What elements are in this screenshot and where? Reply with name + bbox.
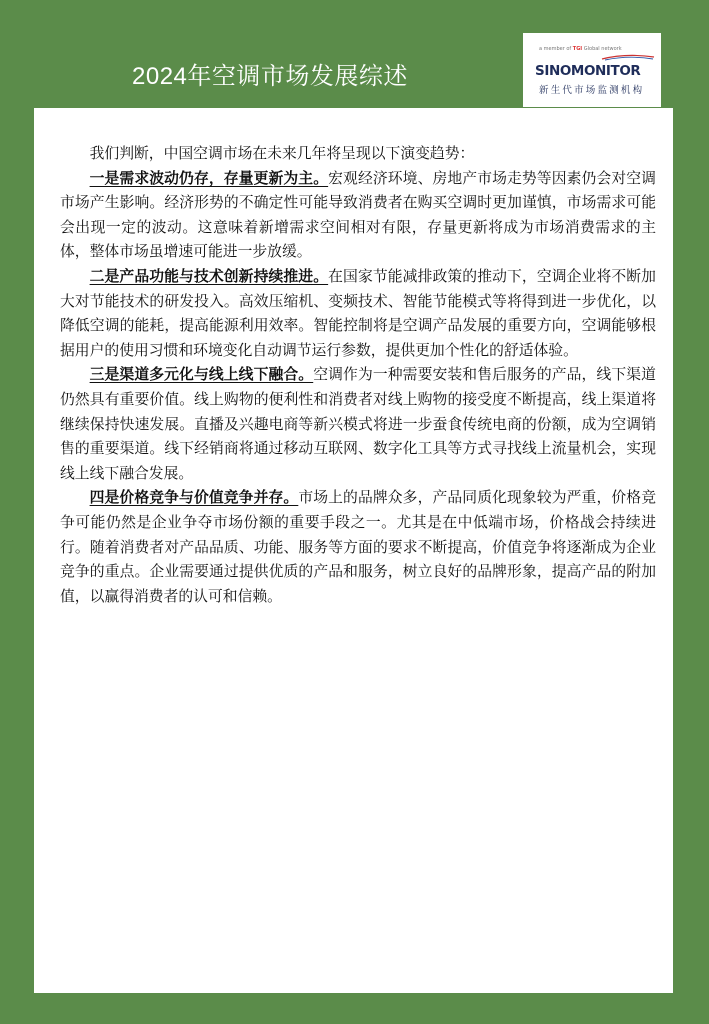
point-lead: 二是产品功能与技术创新持续推进。 [89, 267, 329, 285]
sinomonitor-logo [523, 33, 661, 107]
article-intro: 我们判断，中国空调市场在未来几年将呈现以下演变趋势： [89, 145, 475, 162]
article-body [60, 142, 656, 609]
point-body: 在国家节能减排政策的推动下，空调企业将不断加大对节能技术的研发投入。高效压缩机、变频技术、智能节能模式等将得到进一步优化，以降低空调的能耗，提高能源利用效率。智能控制将是空调产品发展的重要方向，空调能够根据用户的使用习惯和环境变化自动调节运行参数，提供更加个性化的舒适体验。 [60, 267, 656, 359]
point-lead: 四是价格竞争与价值竞争并存。 [89, 489, 299, 507]
point-body: 市场上的品牌众多，产品同质化现象较为严重，价格竞争可能仍然是企业争夺市场份额的重要手段之一。尤其是在中低端市场，价格战会持续进行。随着消费者对产品品质、功能、服务等方面的要求不断提高，价值竞争将逐渐成为企业竞争的重点。企业需要通过提供优质的产品和服务，树立良好的品牌形象，提高产品的附加值，以赢得消费者的认可和信赖。 [60, 489, 656, 605]
point-lead: 一是需求波动仍存，存量更新为主。 [89, 169, 329, 187]
logo-tagline-suffix: Global network [583, 46, 622, 52]
point-body: 宏观经济环境、房地产市场走势等因素仍会对空调市场产生影响。经济形势的不确定性可能导致消费者在购买空调时更加谨慎，市场需求可能会出现一定的波动。这意味着新增需求空间相对有限，存量更新将成为市场消费需求的主体，整体市场虽增速可能进一步放缓。 [60, 169, 656, 261]
point-body: 空调作为一种需要安装和售后服务的产品，线下渠道仍然具有重要价值。线上购物的便利性和消费者对线上购物的接受度不断提高，线上渠道将继续保持快速发展。直播及兴趣电商等新兴模式将进一步蚕食传统电商的份额，成为空调销售的重要渠道。线下经销商将通过移动互联网、数字化工具等方式寻找线上流量机会，实现线上线下融合发展。 [60, 366, 656, 482]
point-lead: 三是渠道多元化与线上线下融合。 [89, 366, 314, 384]
article-point [60, 363, 656, 486]
article-point [60, 486, 656, 609]
logo-tagline [539, 46, 622, 52]
logo-tagline-tgi: TGI [572, 46, 583, 52]
logo-name: SINOMONITOR [535, 63, 641, 79]
article-point [60, 167, 656, 265]
logo-subtitle: 新生代市场监测机构 [539, 85, 645, 96]
page-title: 2024年空调市场发展综述 [132, 63, 408, 90]
logo-swoosh-icon [601, 53, 655, 61]
article-point [60, 265, 656, 363]
content-panel [34, 108, 673, 993]
logo-tagline-prefix: a member of [539, 46, 572, 52]
